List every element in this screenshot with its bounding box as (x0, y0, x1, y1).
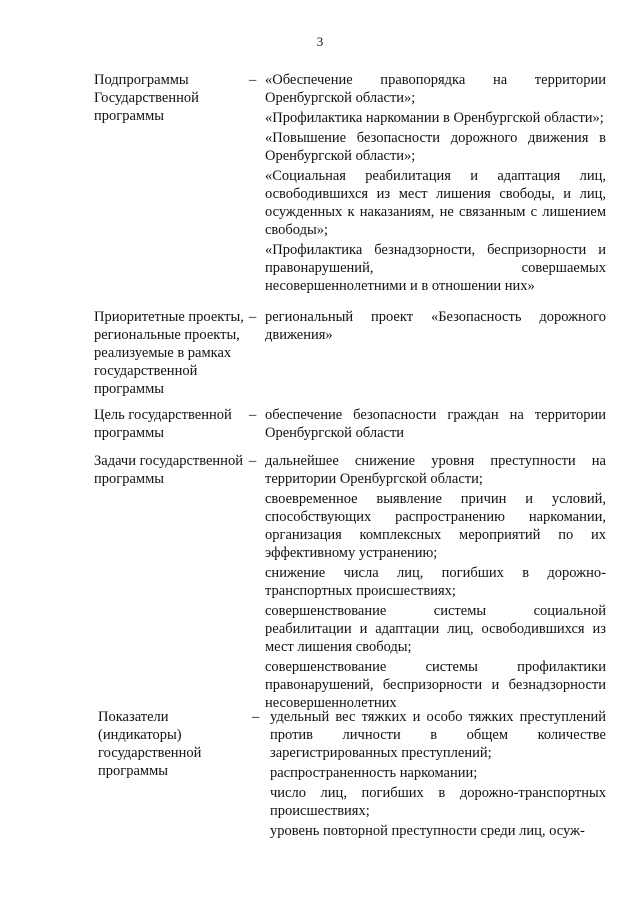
row-content (265, 308, 606, 344)
list-item: обеспечение безопасности граждан на территории Оренбургской области (265, 407, 606, 441)
row-content (265, 406, 606, 442)
list-item: «Социальная реабилитация и адаптация лиц, освободившихся из мест лишения свободы, и лиц, осужденных к наказаниям, не связанным с лишением свободы»; (265, 168, 606, 238)
row-label: Задачи государственной программы (94, 453, 243, 487)
list-item: совершенствование системы социальной реабилитации и адаптации лиц, освободившихся из мест лишения свободы; (265, 603, 606, 655)
row-label: Показатели (индикаторы) государственной программы (98, 709, 202, 779)
list-item: уровень повторной преступности среди лиц, осуж- (270, 823, 585, 839)
row-label: Цель государственной программы (94, 407, 232, 441)
list-item: число лиц, погибших в дорожно-транспортных происшествиях; (270, 785, 606, 819)
list-item: совершенствование системы профилактики правонарушений, беспризорности и безнадзорности несовершеннолетних (265, 659, 606, 711)
row-dash: – (249, 72, 257, 88)
row-dash: – (252, 709, 260, 725)
list-item: дальнейшее снижение уровня преступности на территории Оренбургской области; (265, 453, 606, 487)
row-dash: – (249, 309, 257, 325)
row-dash: – (249, 453, 257, 469)
page-number: 3 (316, 34, 324, 49)
row-label: Подпрограммы Государственной программы (94, 72, 199, 124)
list-item: «Повышение безопасности дорожного движения в Оренбургской области»; (265, 130, 606, 164)
row-dash: – (249, 407, 257, 423)
row-label: Приоритетные проекты, региональные проекты, реализуемые в рамках государственной программы (94, 309, 244, 397)
list-item: распространенность наркомании; (270, 765, 478, 781)
row-content (270, 708, 606, 840)
list-item: «Обеспечение правопорядка на территории Оренбургской области»; (265, 72, 606, 106)
list-item: «Профилактика безнадзорности, беспризорности и правонарушений, совершаемых несовершеннолетними и в отношении них» (265, 242, 606, 294)
row-content (265, 71, 606, 295)
list-item: удельный вес тяжких и особо тяжких преступлений против личности в общем количестве зарегистрированных преступлений; (270, 709, 606, 761)
list-item: региональный проект «Безопасность дорожного движения» (265, 309, 606, 343)
row-content (265, 452, 606, 712)
list-item: «Профилактика наркомании в Оренбургской области»; (265, 110, 604, 126)
list-item: снижение числа лиц, погибших в дорожно-транспортных происшествиях; (265, 565, 606, 599)
list-item: своевременное выявление причин и условий, способствующих распространению наркомании, организация комплексных мероприятий по их эффективному устранению; (265, 491, 606, 561)
